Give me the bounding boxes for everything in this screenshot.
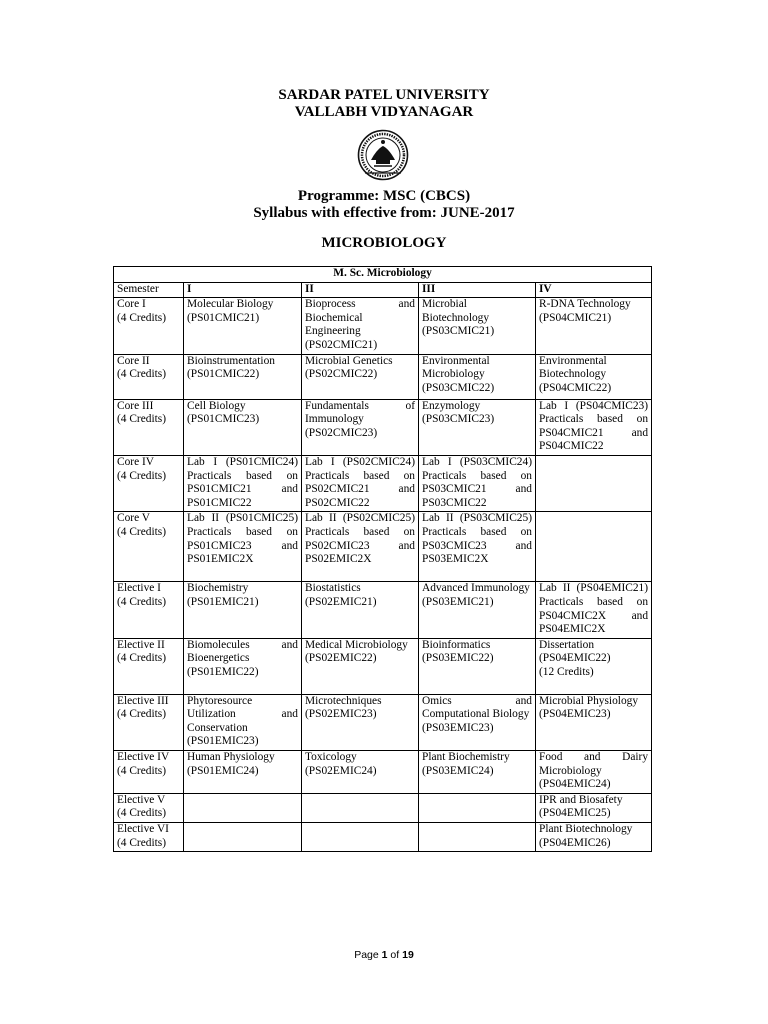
course-cell bbox=[302, 793, 419, 822]
table-row bbox=[114, 298, 652, 354]
table-caption-row bbox=[114, 267, 652, 283]
course-cell: Fundamentals of Immunology (PS02CMIC23) bbox=[302, 399, 419, 455]
course-cell: Lab II (PS04EMIC21) Practicals based on PS04CMIC2X and PS04EMIC2X bbox=[536, 582, 652, 638]
course-cell: Food and Dairy Microbiology (PS04EMIC24) bbox=[536, 751, 652, 794]
table-header-row bbox=[114, 282, 652, 298]
course-cell bbox=[302, 823, 419, 852]
course-cell: Omics and Computational Biology (PS03EMIC23) bbox=[419, 694, 536, 750]
course-cell bbox=[419, 793, 536, 822]
column-header-semester-4: IV bbox=[536, 282, 652, 298]
course-category-cell: Elective V (4 Credits) bbox=[114, 793, 184, 822]
university-location: VALLABH VIDYANAGAR bbox=[294, 104, 474, 120]
course-cell: Plant Biochemistry (PS03EMIC24) bbox=[419, 751, 536, 794]
column-header-semester-2: II bbox=[302, 282, 419, 298]
course-cell: Plant Biotechnology (PS04EMIC26) bbox=[536, 823, 652, 852]
course-cell: IPR and Biosafety (PS04EMIC25) bbox=[536, 793, 652, 822]
page-current: 1 bbox=[381, 949, 388, 961]
course-cell: Medical Microbiology (PS02EMIC22) bbox=[302, 638, 419, 694]
course-cell: Microbial Biotechnology (PS03CMIC21) bbox=[419, 298, 536, 354]
page-footer bbox=[0, 949, 768, 961]
course-cell: Lab I (PS01CMIC24) Practicals based on PS01CMIC21 and PS01CMIC22 bbox=[184, 455, 302, 511]
effective-date: Syllabus with effective from: JUNE-2017 bbox=[253, 205, 515, 221]
table-row bbox=[114, 823, 652, 852]
course-cell: Molecular Biology (PS01CMIC21) bbox=[184, 298, 302, 354]
programme-title: Programme: MSC (CBCS) bbox=[297, 188, 471, 204]
course-cell: Dissertation (PS04EMIC22) (12 Credits) bbox=[536, 638, 652, 694]
course-category-cell: Elective II (4 Credits) bbox=[114, 638, 184, 694]
course-cell: R-DNA Technology (PS04CMIC21) bbox=[536, 298, 652, 354]
course-cell: Enzymology (PS03CMIC23) bbox=[419, 399, 536, 455]
page-total: 19 bbox=[402, 949, 414, 961]
course-cell: Lab I (PS02CMIC24) Practicals based on PS02CMIC21 and PS02CMIC22 bbox=[302, 455, 419, 511]
table-row bbox=[114, 399, 652, 455]
course-cell: Lab II (PS02CMIC25) Practicals based on PS02CMIC23 and PS02EMIC2X bbox=[302, 512, 419, 582]
course-cell: Microbial Physiology (PS04EMIC23) bbox=[536, 694, 652, 750]
course-category-cell: Core II (4 Credits) bbox=[114, 354, 184, 399]
course-cell: Environmental Biotechnology (PS04CMIC22) bbox=[536, 354, 652, 399]
course-cell: Environmental Microbiology (PS03CMIC22) bbox=[419, 354, 536, 399]
course-cell: Microbial Genetics (PS02CMIC22) bbox=[302, 354, 419, 399]
course-category-cell: Elective VI (4 Credits) bbox=[114, 823, 184, 852]
course-category-cell: Elective IV (4 Credits) bbox=[114, 751, 184, 794]
course-cell: Cell Biology (PS01CMIC23) bbox=[184, 399, 302, 455]
course-cell bbox=[536, 455, 652, 511]
course-category-cell: Elective I (4 Credits) bbox=[114, 582, 184, 638]
table-row bbox=[114, 638, 652, 694]
course-cell: Phytoresource Utilization and Conservation (PS01EMIC23) bbox=[184, 694, 302, 750]
table-row bbox=[114, 793, 652, 822]
syllabus-table bbox=[113, 266, 652, 852]
column-header-semester-1: I bbox=[184, 282, 302, 298]
course-category-cell: Elective III (4 Credits) bbox=[114, 694, 184, 750]
course-cell: Lab II (PS01CMIC25) Practicals based on PS01CMIC23 and PS01EMIC2X bbox=[184, 512, 302, 582]
page-of-label: of bbox=[390, 949, 400, 961]
course-cell: Toxicology (PS02EMIC24) bbox=[302, 751, 419, 794]
course-cell: Bioinformatics (PS03EMIC22) bbox=[419, 638, 536, 694]
university-name: SARDAR PATEL UNIVERSITY bbox=[278, 87, 490, 103]
course-cell bbox=[184, 793, 302, 822]
course-cell: Lab I (PS04CMIC23) Practicals based on PS04CMIC21 and PS04CMIC22 bbox=[536, 399, 652, 455]
subject-title: MICROBIOLOGY bbox=[321, 235, 447, 251]
course-cell: Biostatistics (PS02EMIC21) bbox=[302, 582, 419, 638]
course-cell: Lab II (PS03CMIC25) Practicals based on PS03CMIC23 and PS03EMIC2X bbox=[419, 512, 536, 582]
column-header-semester: Semester bbox=[114, 282, 184, 298]
course-cell bbox=[536, 512, 652, 582]
table-row bbox=[114, 455, 652, 511]
course-category-cell: Core V (4 Credits) bbox=[114, 512, 184, 582]
course-cell bbox=[419, 823, 536, 852]
column-header-semester-3: III bbox=[419, 282, 536, 298]
table-row bbox=[114, 694, 652, 750]
table-row bbox=[114, 512, 652, 582]
course-cell: Bioinstrumentation (PS01CMIC22) bbox=[184, 354, 302, 399]
course-category-cell: Core I (4 Credits) bbox=[114, 298, 184, 354]
course-cell: Human Physiology (PS01EMIC24) bbox=[184, 751, 302, 794]
course-cell: Lab I (PS03CMIC24) Practicals based on PS03CMIC21 and PS03CMIC22 bbox=[419, 455, 536, 511]
course-cell: Biomolecules and Bioenergetics (PS01EMIC22) bbox=[184, 638, 302, 694]
table-row bbox=[114, 582, 652, 638]
page-label: Page bbox=[354, 949, 379, 961]
university-seal-icon bbox=[357, 129, 409, 181]
course-category-cell: Core IV (4 Credits) bbox=[114, 455, 184, 511]
course-cell bbox=[184, 823, 302, 852]
course-cell: Bioprocess and Biochemical Engineering (PS02CMIC21) bbox=[302, 298, 419, 354]
table-row bbox=[114, 751, 652, 794]
course-cell: Biochemistry (PS01EMIC21) bbox=[184, 582, 302, 638]
course-category-cell: Core III (4 Credits) bbox=[114, 399, 184, 455]
table-caption: M. Sc. Microbiology bbox=[114, 267, 652, 283]
course-cell: Advanced Immunology (PS03EMIC21) bbox=[419, 582, 536, 638]
course-cell: Microtechniques (PS02EMIC23) bbox=[302, 694, 419, 750]
table-row bbox=[114, 354, 652, 399]
